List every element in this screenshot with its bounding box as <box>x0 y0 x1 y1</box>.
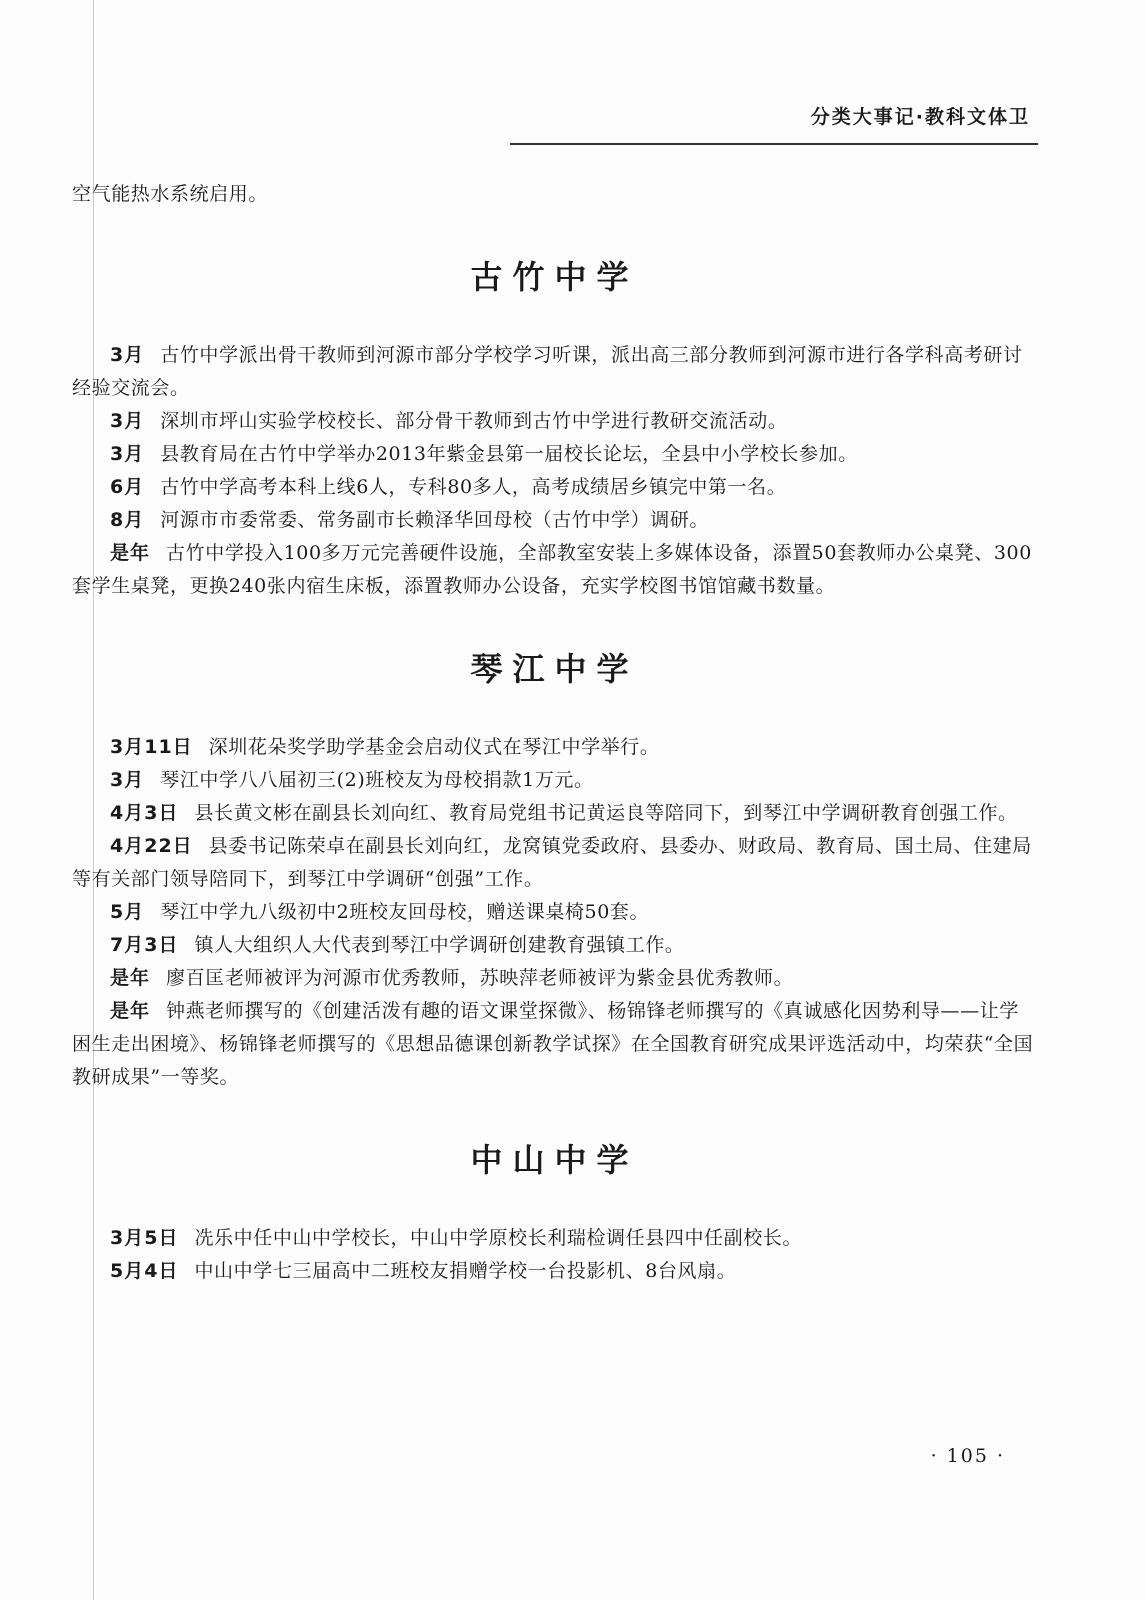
entry-text: 古竹中学高考本科上线6人，专科80多人，高考成绩居乡镇完中第一名。 <box>160 476 787 498</box>
entry-text: 中山中学七三届高中二班校友捐赠学校一台投影机、8台风扇。 <box>194 1260 737 1282</box>
entry-date: 6月 <box>110 476 145 498</box>
entry-text: 古竹中学投入100多万元完善硬件设施，全部教室安装上多媒体设备，添置50套教师办公桌凳、300套学生桌凳，更换240张内宿生床板，添置教师办公设备，充实学校图书馆馆藏书数量。 <box>72 542 1032 597</box>
entry-date: 3月 <box>110 344 145 366</box>
entry-date: 是年 <box>110 967 151 989</box>
chronicle-entry <box>72 339 1037 405</box>
lead-paragraph: 空气能热水系统启用。 <box>72 183 269 205</box>
entry-text: 县长黄文彬在副县长刘向红、教育局党组书记黄运良等陪同下，到琴江中学调研教育创强工作。 <box>194 802 1018 824</box>
entry-date: 5月4日 <box>110 1260 179 1282</box>
entry-date: 3月 <box>110 443 145 465</box>
entry-text: 廖百匡老师被评为河源市优秀教师，苏映萍老师被评为紫金县优秀教师。 <box>166 967 794 989</box>
section-title: 琴江中学 <box>470 650 639 688</box>
chronicle-entry <box>72 438 1037 471</box>
section <box>72 649 1037 1094</box>
entry-text: 县教育局在古竹中学举办2013年紫金县第一届校长论坛，全县中小学校长参加。 <box>160 443 858 465</box>
entry-date: 4月3日 <box>110 802 179 824</box>
entry-text: 琴江中学八八届初三(2)班校友为母校捐款1万元。 <box>160 769 594 791</box>
entry-date: 3月 <box>110 410 145 432</box>
entry-text: 深圳花朵奖学助学基金会启动仪式在琴江中学举行。 <box>208 736 660 758</box>
chronicle-entry <box>72 731 1037 764</box>
chronicle-entry <box>72 471 1037 504</box>
entry-date: 4月22日 <box>110 835 193 857</box>
entry-text: 镇人大组织人大代表到琴江中学调研创建教育强镇工作。 <box>194 934 685 956</box>
entry-date: 3月 <box>110 769 145 791</box>
entry-date: 8月 <box>110 509 145 531</box>
chronicle-entry <box>72 830 1037 896</box>
running-header: 分类大事记·教科文体卫 <box>810 106 1030 128</box>
entry-date: 5月 <box>110 901 145 923</box>
chronicle-entry <box>72 1222 1037 1255</box>
entry-date: 3月5日 <box>110 1227 179 1249</box>
chronicle-entry <box>72 962 1037 995</box>
sections-container <box>72 257 1037 1288</box>
chronicle-entry <box>72 764 1037 797</box>
entry-text: 古竹中学派出骨干教师到河源市部分学校学习听课，派出高三部分教师到河源市进行各学科高考研讨经验交流会。 <box>72 344 1023 399</box>
chronicle-entry <box>72 929 1037 962</box>
page-content <box>72 178 1037 1288</box>
entry-text: 钟燕老师撰写的《创建活泼有趣的语文课堂探微》、杨锦锋老师撰写的《真诚感化因势利导——让学困生走出困境》、杨锦锋老师撰写的《思想品德课创新教学试探》在全国教育研究成果评选活动中，均荣获“全国教研成果”一等奖。 <box>72 1000 1034 1088</box>
entry-text: 深圳市坪山实验学校校长、部分骨干教师到古竹中学进行教研交流活动。 <box>160 410 788 432</box>
page-number: · 105 · <box>930 1445 1005 1467</box>
entry-date: 3月11日 <box>110 736 193 758</box>
entry-date: 是年 <box>110 542 151 564</box>
entry-text: 冼乐中任中山中学校长，中山中学原校长利瑞检调任县四中任副校长。 <box>194 1227 803 1249</box>
chronicle-entry <box>72 797 1037 830</box>
entry-date: 7月3日 <box>110 934 179 956</box>
section-title: 古竹中学 <box>470 258 639 296</box>
entry-date: 是年 <box>110 1000 151 1022</box>
chronicle-entry <box>72 537 1037 603</box>
chronicle-entry <box>72 995 1037 1094</box>
section <box>72 1140 1037 1288</box>
chronicle-entry <box>72 1255 1037 1288</box>
entry-text: 琴江中学九八级初中2班校友回母校，赠送课桌椅50套。 <box>160 901 650 923</box>
chronicle-entry <box>72 896 1037 929</box>
entry-text: 县委书记陈荣卓在副县长刘向红，龙窝镇党委政府、县委办、财政局、教育局、国土局、住建局等有关部门领导陪同下，到琴江中学调研“创强”工作。 <box>72 835 1032 890</box>
section <box>72 257 1037 603</box>
header-rule <box>510 143 1038 145</box>
chronicle-entry <box>72 405 1037 438</box>
entry-text: 河源市市委常委、常务副市长赖泽华回母校（古竹中学）调研。 <box>160 509 710 531</box>
chronicle-entry <box>72 504 1037 537</box>
section-title: 中山中学 <box>470 1141 639 1179</box>
